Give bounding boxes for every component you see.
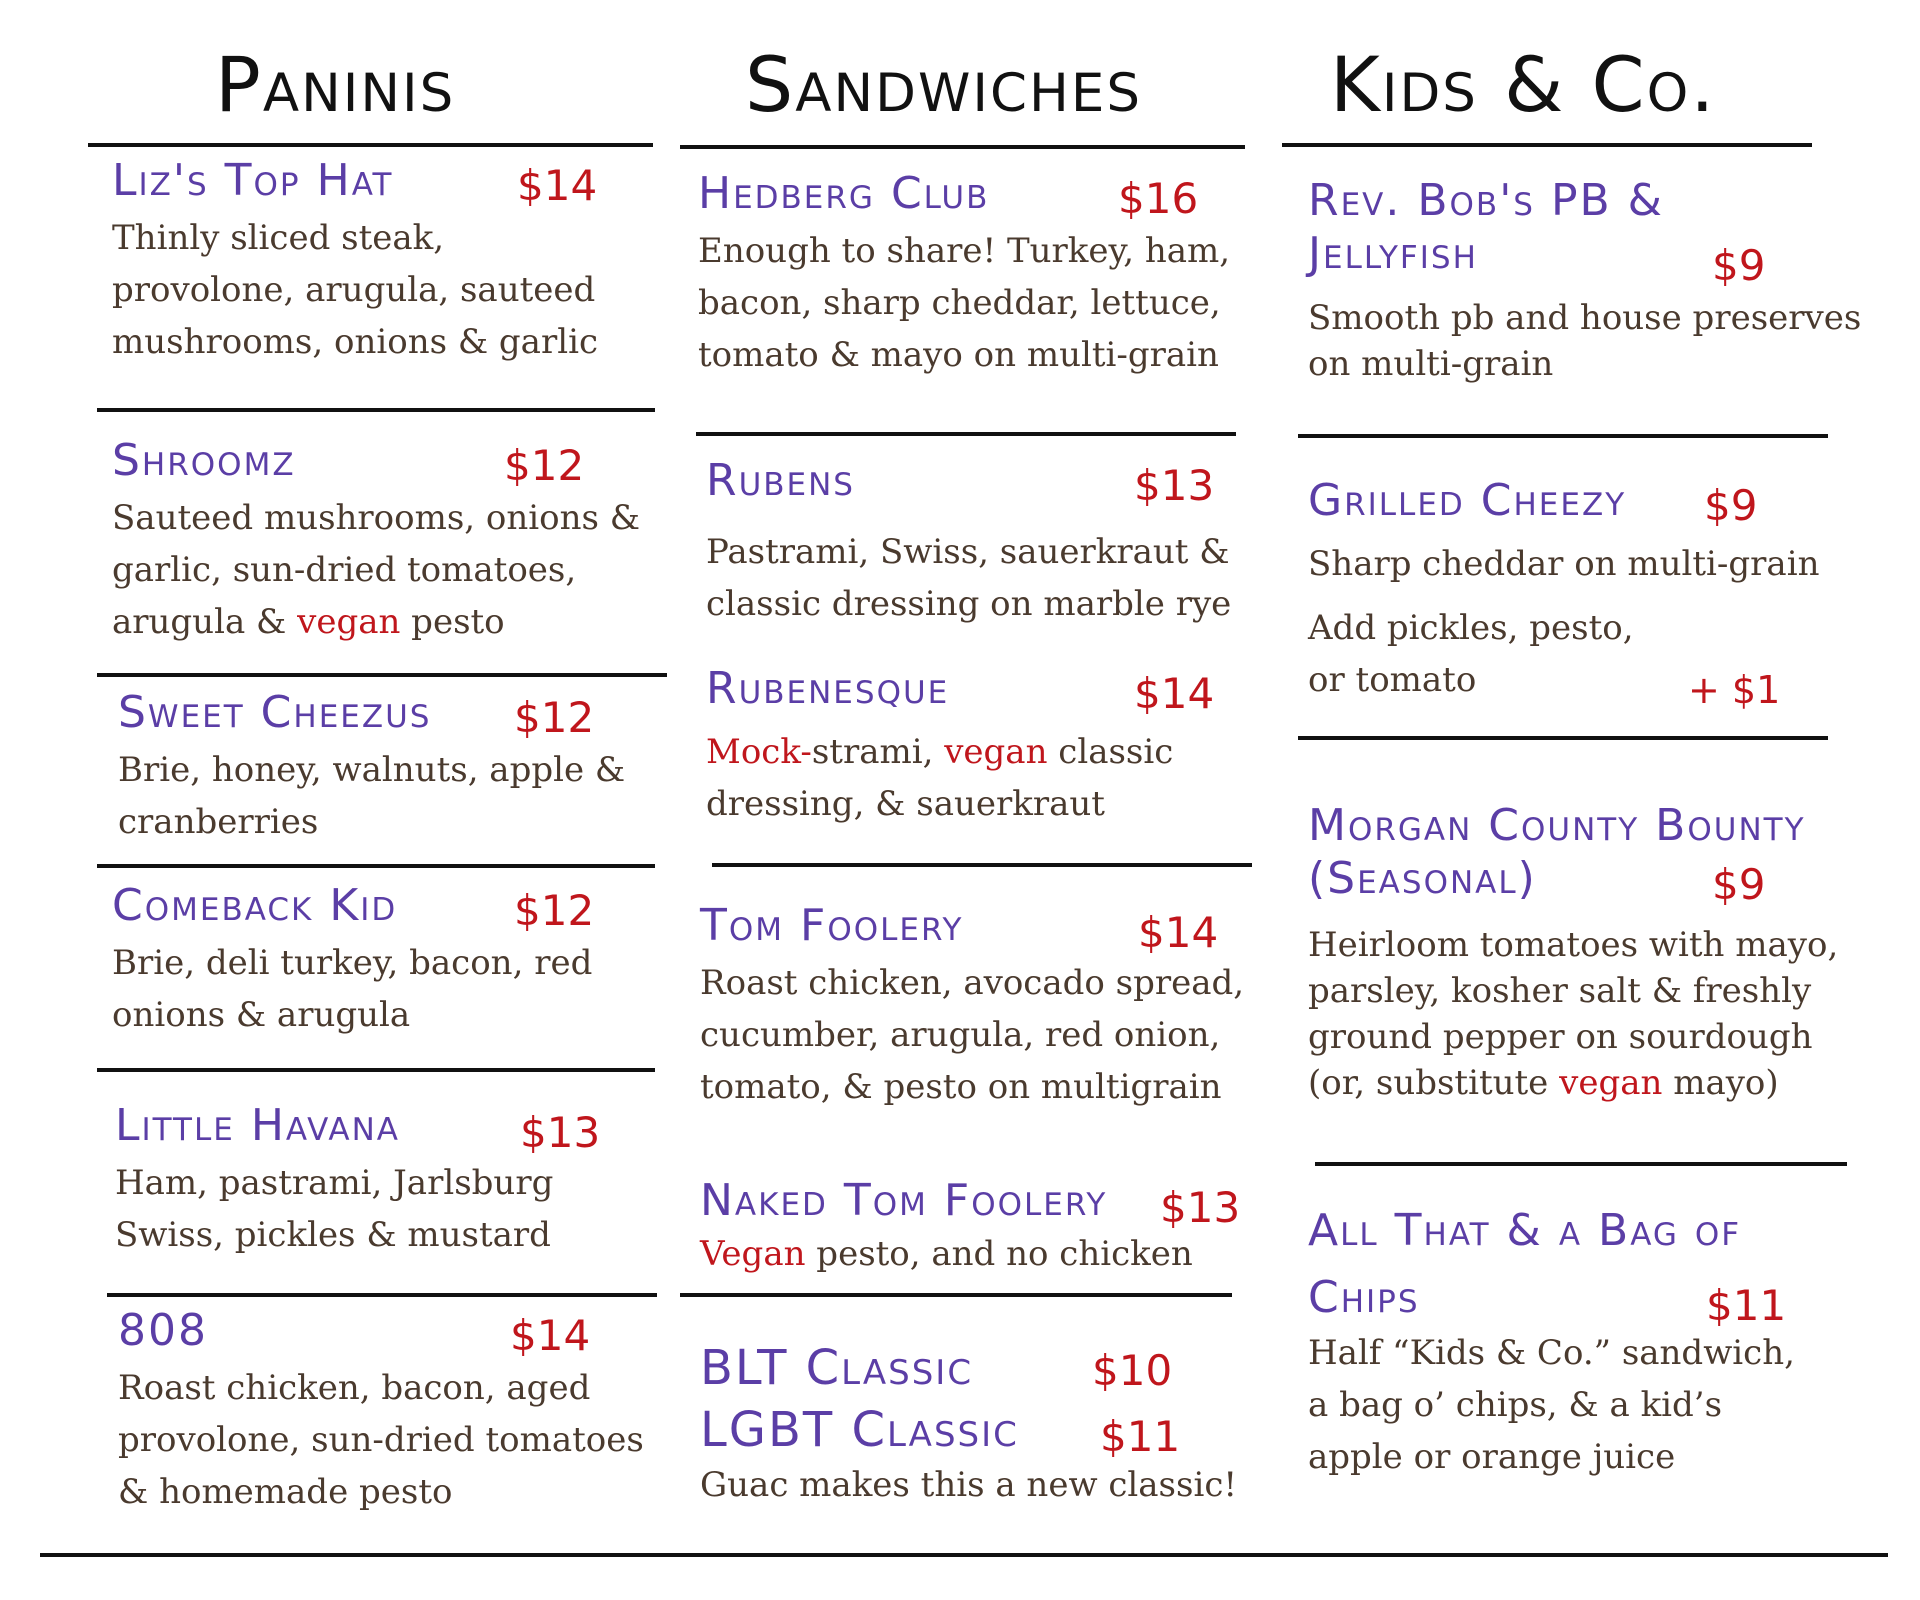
item-name: Little Havana bbox=[115, 1100, 400, 1151]
item-description: Guac makes this a new classic! bbox=[700, 1465, 1238, 1506]
menu-item bbox=[1308, 175, 1908, 387]
item-name: Sweet Cheezus bbox=[118, 687, 432, 738]
item-price: $16 bbox=[1118, 174, 1199, 223]
item-name: Liz's Top Hat bbox=[112, 155, 394, 206]
divider bbox=[712, 863, 1252, 867]
item-price: $12 bbox=[514, 693, 595, 742]
kids-heading: Kids & Co. bbox=[1330, 40, 1717, 129]
menu-item bbox=[700, 1340, 1280, 1511]
item-description: Smooth pb and house preserves on multi-grain bbox=[1308, 297, 1862, 384]
menu-item bbox=[118, 687, 678, 848]
item-name: Jellyfish bbox=[1308, 227, 1478, 279]
item-price: $14 bbox=[1138, 908, 1219, 957]
item-name: Morgan County Bounty bbox=[1308, 800, 1806, 851]
item-name: Rubenesque bbox=[706, 663, 950, 714]
item-price: $11 bbox=[1100, 1412, 1181, 1461]
divider bbox=[1298, 736, 1828, 740]
menu-item bbox=[1308, 800, 1908, 1106]
menu-item bbox=[706, 663, 1286, 830]
item-name: Hedberg Club bbox=[698, 168, 990, 219]
item-price: $12 bbox=[514, 886, 595, 935]
menu-item bbox=[706, 455, 1286, 630]
addon-price: + $1 bbox=[1688, 668, 1781, 712]
menu-item bbox=[115, 1100, 675, 1261]
item-description: Sauteed mushrooms, onions & garlic, sun-dried tomatoes, arugula & vegan pesto bbox=[112, 497, 641, 642]
item-name: 808 bbox=[118, 1305, 208, 1356]
item-name: BLT Classic bbox=[700, 1340, 974, 1396]
item-name: Shroomz bbox=[112, 435, 296, 486]
item-name: Grilled Cheezy bbox=[1308, 475, 1627, 526]
item-description: Heirloom tomatoes with mayo, parsley, kosher salt & freshly ground pepper on sourdough (or, substitute vegan mayo) bbox=[1308, 924, 1839, 1103]
menu-item bbox=[1308, 1205, 1908, 1483]
item-price: $10 bbox=[1092, 1346, 1173, 1395]
item-name: Rubens bbox=[706, 455, 855, 506]
item-price: $13 bbox=[520, 1108, 601, 1157]
item-description: Thinly sliced steak, provolone, arugula, sauteed mushrooms, onions & garlic bbox=[112, 217, 598, 362]
item-name: Comeback Kid bbox=[112, 880, 398, 931]
item-description: Roast chicken, bacon, aged provolone, sun-dried tomatoes & homemade pesto bbox=[118, 1367, 644, 1512]
menu-item bbox=[112, 435, 672, 648]
item-name: Tom Foolery bbox=[700, 900, 964, 951]
item-price: $9 bbox=[1704, 481, 1758, 530]
divider bbox=[680, 145, 1245, 149]
item-name: LGBT Classic bbox=[700, 1401, 1019, 1458]
item-price: $14 bbox=[510, 1311, 591, 1360]
divider bbox=[1282, 143, 1812, 147]
item-description: Ham, pastrami, Jarlsburg Swiss, pickles & mustard bbox=[115, 1162, 554, 1255]
item-description: Roast chicken, avocado spread, cucumber, arugula, red onion, tomato, & pesto on multigrain bbox=[700, 962, 1245, 1107]
item-description: Vegan pesto, and no chicken bbox=[700, 1233, 1193, 1274]
divider bbox=[97, 1068, 655, 1072]
item-price: $13 bbox=[1134, 461, 1215, 510]
item-name: All That & a Bag of bbox=[1308, 1205, 1742, 1256]
item-description: Add pickles, pesto, or tomato bbox=[1308, 607, 1634, 700]
menu-item bbox=[112, 155, 672, 368]
menu-item bbox=[700, 900, 1280, 1113]
item-description: Sharp cheddar on multi-grain bbox=[1308, 543, 1820, 584]
divider bbox=[696, 432, 1236, 436]
item-description: Half “Kids & Co.” sandwich, a bag o’ chips, & a kid’s apple or orange juice bbox=[1308, 1332, 1795, 1477]
divider bbox=[97, 408, 655, 412]
item-price: $13 bbox=[1160, 1183, 1241, 1232]
divider bbox=[97, 673, 667, 677]
item-name: Chips bbox=[1308, 1271, 1420, 1323]
item-name: Rev. Bob's PB & bbox=[1308, 175, 1664, 226]
item-name: (Seasonal) bbox=[1308, 852, 1537, 904]
menu-item bbox=[700, 1175, 1280, 1280]
item-description: Pastrami, Swiss, sauerkraut & classic dressing on marble rye bbox=[706, 531, 1232, 624]
item-price: $9 bbox=[1712, 241, 1766, 290]
sandwiches-heading: Sandwiches bbox=[745, 40, 1142, 129]
menu-item bbox=[698, 168, 1278, 381]
item-price: $11 bbox=[1706, 1281, 1787, 1330]
paninis-heading: Paninis bbox=[215, 40, 456, 129]
item-description: Brie, deli turkey, bacon, red onions & arugula bbox=[112, 942, 593, 1035]
divider bbox=[680, 1293, 1232, 1297]
divider bbox=[107, 1293, 657, 1297]
divider bbox=[40, 1553, 1888, 1557]
divider bbox=[97, 864, 655, 868]
item-price: $14 bbox=[1134, 669, 1215, 718]
item-description: Enough to share! Turkey, ham, bacon, sharp cheddar, lettuce, tomato & mayo on multi-grain bbox=[698, 230, 1231, 375]
item-price: $9 bbox=[1712, 860, 1766, 909]
divider bbox=[1298, 434, 1828, 438]
menu-item bbox=[112, 880, 672, 1041]
item-description: Brie, honey, walnuts, apple & cranberries bbox=[118, 749, 626, 842]
divider bbox=[88, 143, 653, 147]
item-price: $12 bbox=[504, 441, 585, 490]
divider bbox=[1315, 1162, 1847, 1166]
item-price: $14 bbox=[517, 161, 598, 210]
menu-item bbox=[1308, 475, 1908, 712]
item-description: Mock-strami, vegan classic dressing, & sauerkraut bbox=[706, 731, 1174, 824]
menu-item bbox=[118, 1305, 678, 1518]
item-name: Naked Tom Foolery bbox=[700, 1175, 1108, 1226]
